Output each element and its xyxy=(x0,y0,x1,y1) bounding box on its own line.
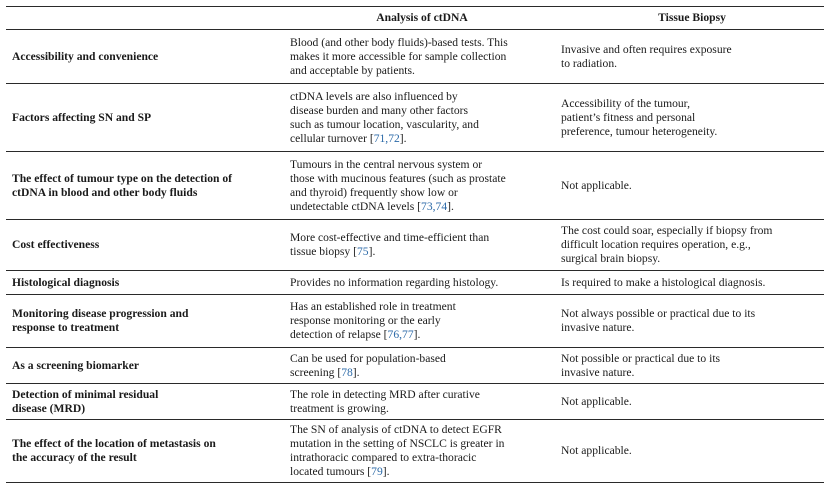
table-row xyxy=(6,420,824,482)
row-ctdna: Can be used for population-based screening [78]. xyxy=(290,351,446,379)
row-biopsy: Accessibility of the tumour, patient’s fitness and personal preference, tumour heterogeneity. xyxy=(561,96,718,138)
row-ctdna: Has an established role in treatment response monitoring or the early detection of relapse [76,77]. xyxy=(290,300,456,341)
table-row xyxy=(6,348,824,383)
reference-link[interactable]: 73,74 xyxy=(421,199,448,213)
reference-link[interactable]: 76,77 xyxy=(387,328,414,341)
row-factor: The effect of the location of metastasis on the accuracy of the result xyxy=(12,437,216,464)
table-row xyxy=(6,84,824,151)
row-factor: Monitoring disease progression and response to treatment xyxy=(12,307,189,334)
table-row xyxy=(6,220,824,270)
header-col-ctdna: Analysis of ctDNA xyxy=(376,11,468,24)
row-ctdna: More cost-effective and time-efficient than tissue biopsy [75]. xyxy=(290,231,490,258)
header-col-factor xyxy=(12,7,280,29)
header-col-biopsy: Tissue Biopsy xyxy=(658,11,726,24)
row-ctdna: Blood (and other body fluids)-based tests. This makes it more accessible for sample collection and acceptable by patients. xyxy=(290,35,508,77)
table-row xyxy=(6,295,824,347)
row-biopsy: Is required to make a histological diagnosis. xyxy=(561,275,766,289)
table-row xyxy=(6,384,824,419)
table-row xyxy=(6,271,824,294)
reference-link[interactable]: 75 xyxy=(357,245,369,258)
row-factor: Detection of minimal residual disease (MRD) xyxy=(12,387,159,415)
reference-link[interactable]: 71,72 xyxy=(373,131,400,145)
row-ctdna: The role in detecting MRD after curative treatment is growing. xyxy=(290,387,480,415)
table-header-row xyxy=(6,7,824,29)
row-biopsy: Not applicable. xyxy=(561,178,632,192)
row-biopsy: The cost could soar, especially if biopsy from difficult location requires operation, e.g., surgical brain biopsy. xyxy=(561,224,773,265)
table-row xyxy=(6,30,824,83)
table-row xyxy=(6,152,824,219)
row-biopsy: Not applicable. xyxy=(561,444,632,457)
row-ctdna: The SN of analysis of ctDNA to detect EGFR mutation in the setting of NSCLC is greater in intrathoracic compared to extra-thoracic located tumours [79]. xyxy=(290,423,505,478)
row-biopsy: Invasive and often requires exposure to radiation. xyxy=(561,42,732,70)
row-factor: Factors affecting SN and SP xyxy=(12,110,152,124)
row-factor: Accessibility and convenience xyxy=(12,49,159,63)
table-bottom-rule xyxy=(6,482,824,483)
reference-link[interactable]: 79 xyxy=(371,465,383,478)
row-factor: Cost effectiveness xyxy=(12,238,100,251)
row-factor: The effect of tumour type on the detection of ctDNA in blood and other body fluids xyxy=(12,171,233,199)
row-factor: As a screening biomarker xyxy=(12,358,139,372)
row-biopsy: Not possible or practical due to its invasive nature. xyxy=(561,351,721,379)
row-factor: Histological diagnosis xyxy=(12,275,120,289)
reference-link[interactable]: 78 xyxy=(341,365,353,379)
row-biopsy: Not applicable. xyxy=(561,394,632,408)
row-biopsy: Not always possible or practical due to its invasive nature. xyxy=(561,307,756,334)
row-ctdna: Tumours in the central nervous system or those with mucinous features (such as prostate and thyroid) frequently show low or undetectable ctDNA levels [73,74]. xyxy=(290,157,506,213)
row-ctdna: Provides no information regarding histology. xyxy=(290,275,499,289)
row-ctdna: ctDNA levels are also influenced by disease burden and many other factors such as tumour location, vascularity, and cellular turnover [71,72]. xyxy=(290,89,479,145)
